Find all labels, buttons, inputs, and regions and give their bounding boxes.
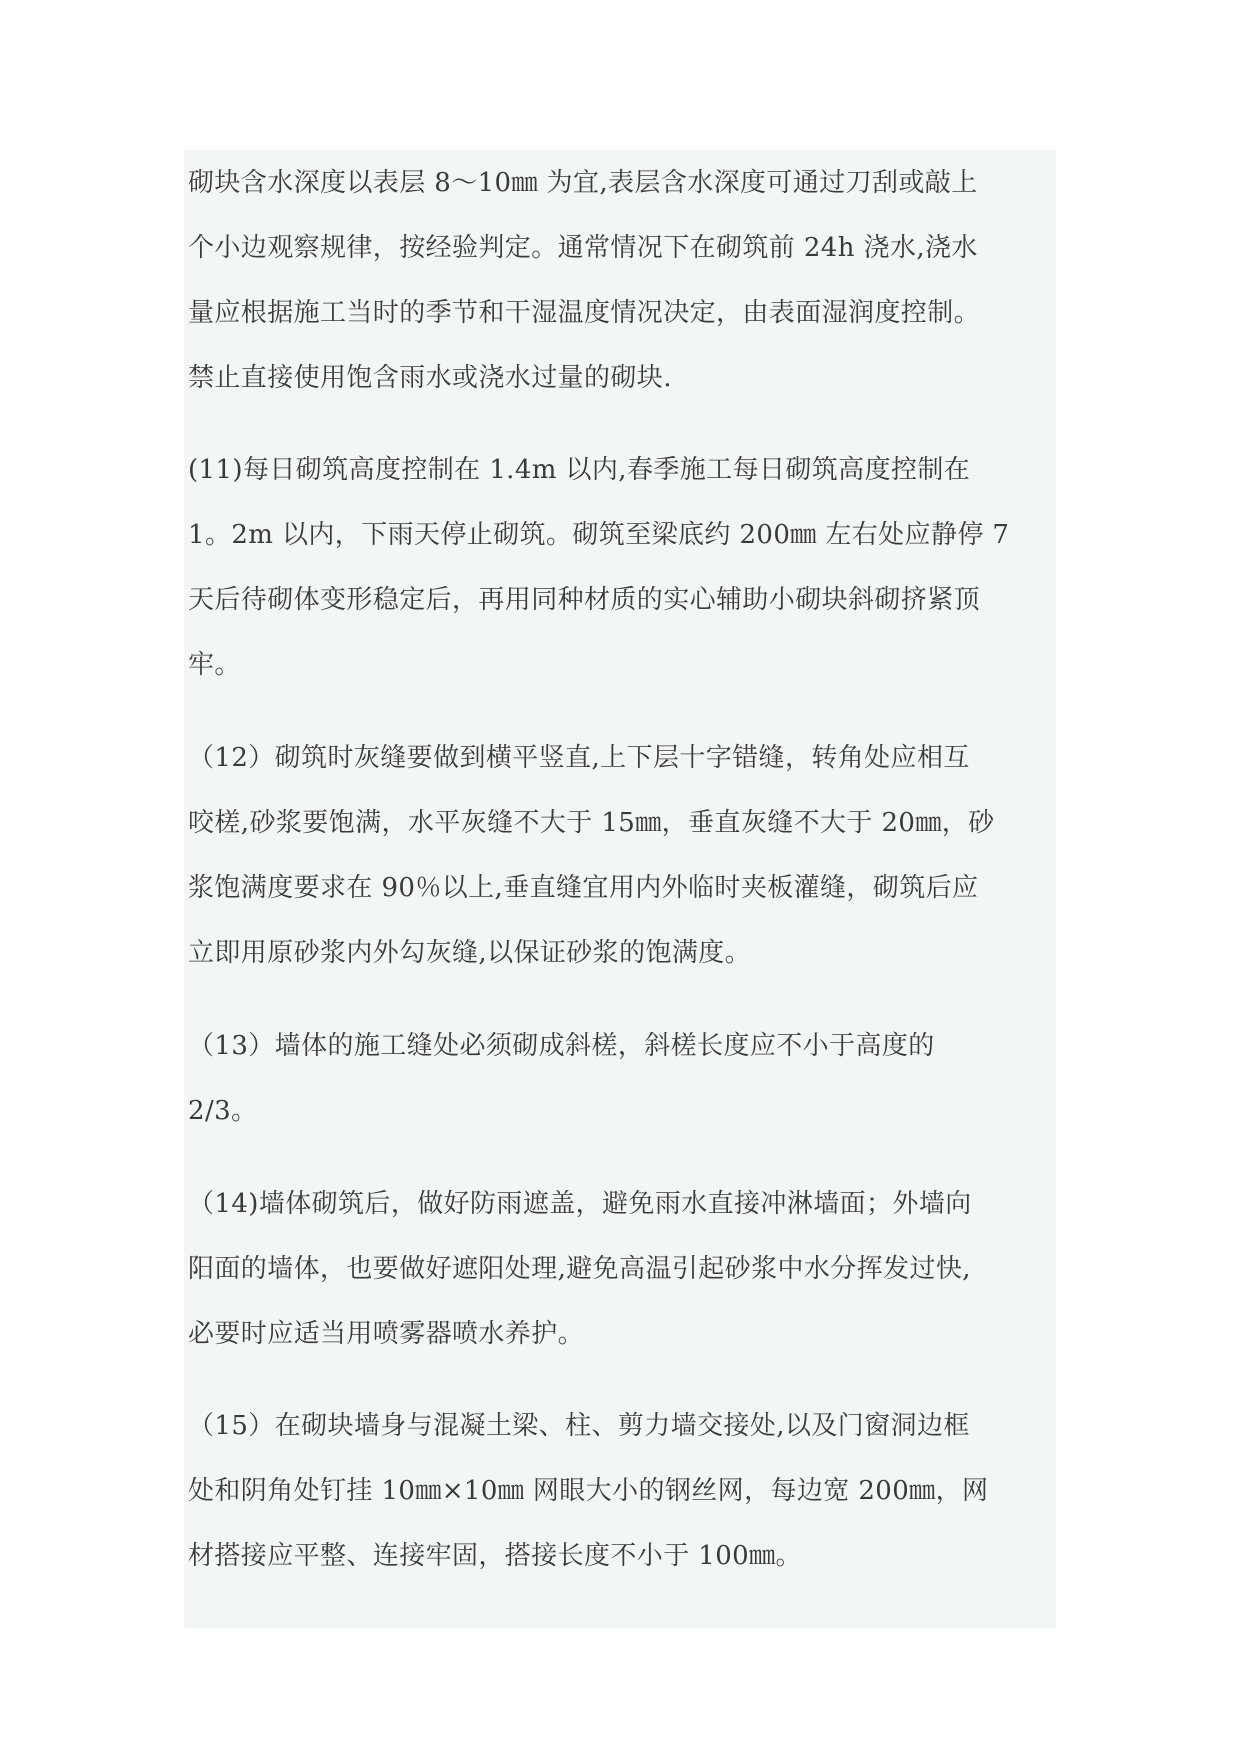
paragraph-2-line-3: 天后待砌体变形稳定后，再用同种材质的实心辅助小砌块斜砌挤紧顶 <box>188 585 981 615</box>
paragraph-4-line-1: （13）墙体的施工缝处必须砌成斜槎，斜槎长度应不小于高度的 <box>188 1031 935 1061</box>
paragraph-2-line-4: 牢。 <box>188 650 241 680</box>
paragraph-1-line-3: 量应根据施工当时的季节和干湿温度情况决定，由表面湿润度控制。 <box>188 298 981 328</box>
paragraph-3-line-4: 立即用原砂浆内外勾灰缝,以保证砂浆的饱满度。 <box>188 938 752 968</box>
paragraph-3-line-3: 浆饱满度要求在 90％以上,垂直缝宜用内外临时夹板灌缝，砌筑后应 <box>188 873 979 903</box>
paragraph-5-line-1: （14)墙体砌筑后，做好防雨遮盖，避免雨水直接冲淋墙面；外墙向 <box>188 1189 972 1219</box>
paragraph-5-line-2: 阳面的墙体，也要做好遮阳处理,避免高温引起砂浆中水分挥发过快, <box>188 1254 971 1284</box>
paragraph-6-line-3: 材搭接应平整、连接牢固，搭接长度不小于 100㎜。 <box>188 1541 802 1571</box>
paragraph-6-line-1: （15）在砌块墙身与混凝土梁、柱、剪力墙交接处,以及门窗洞边框 <box>188 1411 970 1441</box>
paragraph-3-line-1: （12）砌筑时灰缝要做到横平竖直,上下层十字错缝，转角处应相互 <box>188 743 970 773</box>
paragraph-2-line-2: 1。2m 以内，下雨天停止砌筑。砌筑至梁底约 200㎜ 左右处应静停 7 <box>188 520 1010 550</box>
paragraph-1-line-4: 禁止直接使用饱含雨水或浇水过量的砌块. <box>188 363 672 393</box>
paragraph-4-line-2: 2/3。 <box>188 1096 258 1126</box>
paragraph-5-line-3: 必要时应适当用喷雾器喷水养护。 <box>188 1319 585 1349</box>
paragraph-1-line-2: 个小边观察规律，按经验判定。通常情况下在砌筑前 24h 浇水,浇水 <box>188 233 978 263</box>
paragraph-3-line-2: 咬槎,砂浆要饱满，水平灰缝不大于 15㎜，垂直灰缝不大于 20㎜，砂 <box>188 808 995 838</box>
paragraph-2-line-1: (11)每日砌筑高度控制在 1.4m 以内,春季施工每日砌筑高度控制在 <box>188 455 971 485</box>
paragraph-6-line-2: 处和阴角处钉挂 10㎜×10㎜ 网眼大小的钢丝网，每边宽 200㎜，网 <box>188 1476 989 1506</box>
paragraph-1-line-1: 砌块含水深度以表层 8～10㎜ 为宜,表层含水深度可通过刀刮或敲上 <box>188 168 978 198</box>
